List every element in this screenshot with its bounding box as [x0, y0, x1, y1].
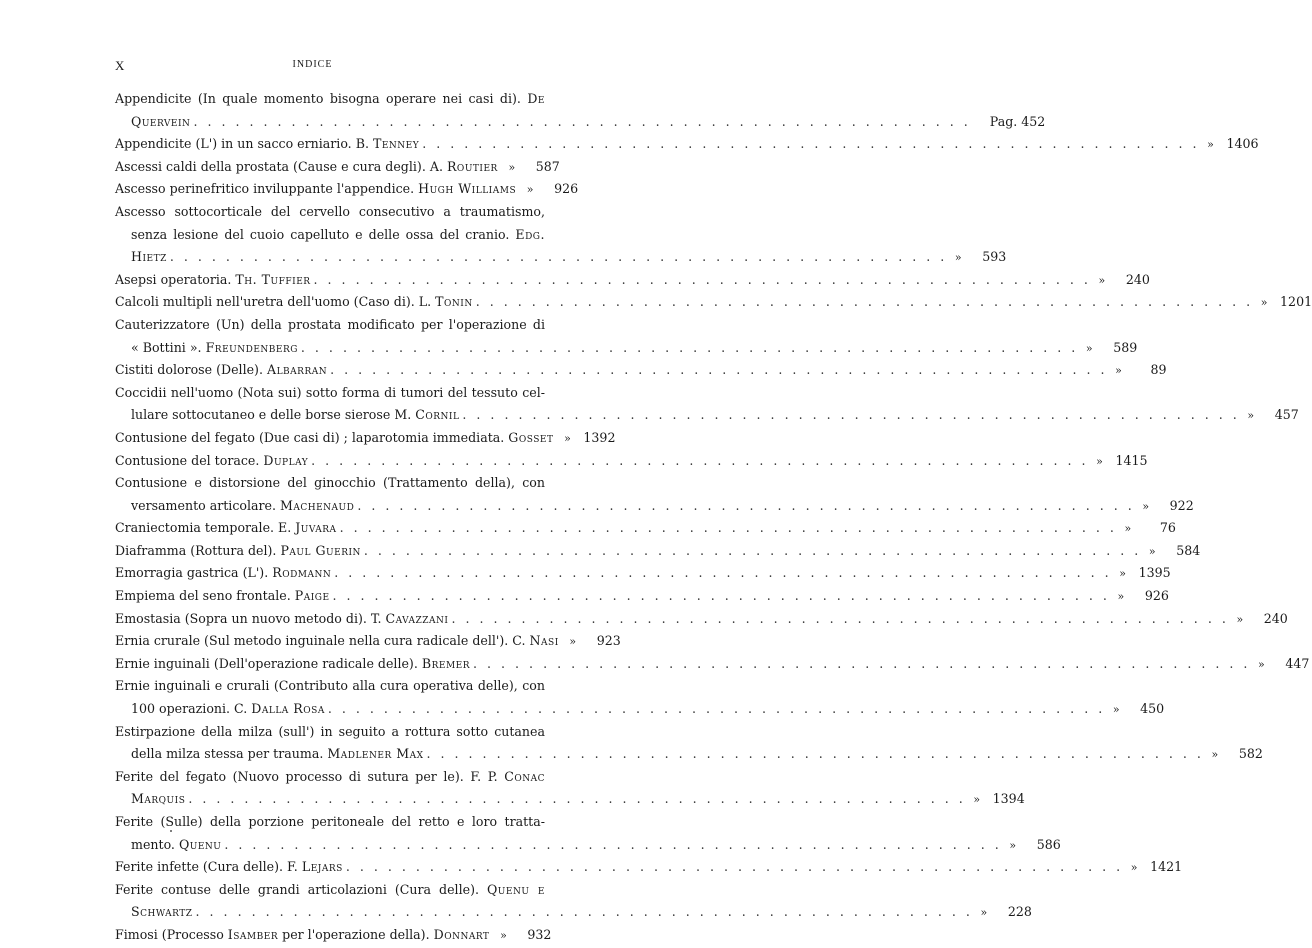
page-marker: »	[1247, 409, 1255, 423]
index-entry-line	[115, 766, 545, 789]
entry-text	[115, 201, 545, 224]
page-reference: 1406	[1226, 136, 1259, 152]
page-marker: »	[1142, 499, 1150, 513]
entry-author: Dalla Rosa	[251, 701, 325, 717]
index-entry-line	[115, 675, 545, 698]
dot-leader	[357, 495, 1134, 518]
page-marker: »	[980, 906, 988, 920]
index-entry-line	[115, 585, 1169, 608]
entry-title: Ascessi caldi della prostata (Cause e cura degli). A.	[115, 158, 447, 174]
entry-title: Ascesso perinefritico inviluppante l'appendice.	[115, 181, 419, 197]
index-entry-line	[115, 562, 1171, 585]
page-reference: 76	[1159, 520, 1176, 536]
dot-leader	[196, 901, 973, 924]
entry-author: Cornil	[415, 407, 460, 423]
entry-title: Emorragia gastrica (L').	[115, 565, 273, 581]
dot-leader	[476, 291, 1253, 314]
entry-title: senza lesione del cuoio capelluto e delle ossa del cranio.	[131, 226, 516, 242]
entry-text	[131, 224, 545, 247]
entry-title: Emostasia (Sopra un nuovo metodo di). T.	[115, 610, 386, 626]
page-reference: 1415	[1115, 452, 1148, 468]
entry-text	[115, 382, 545, 405]
entry-title: Ernie inguinali (Dell'operazione radicale delle).	[115, 655, 422, 671]
index-entry-line	[115, 291, 1312, 314]
index-entry-line	[115, 269, 1150, 292]
entry-author: Isamber	[227, 926, 279, 942]
page-reference: 932	[527, 926, 552, 942]
index-entry-line	[115, 111, 1046, 134]
entry-title: Contusione e distorsione del ginocchio (Trattamento della), con	[115, 475, 545, 491]
index-entry-line	[115, 178, 579, 201]
entry-text	[115, 721, 545, 744]
entry-text	[131, 788, 185, 811]
entry-title: Contusione del fegato (Due casi di) ; laparotomia immediata.	[115, 429, 509, 445]
dot-leader	[340, 517, 1117, 540]
entry-title: « Bottini ».	[131, 339, 206, 355]
index-entry-line	[115, 359, 1167, 382]
entry-text	[115, 314, 545, 337]
entry-text	[115, 653, 470, 676]
entry-author: Madlener Max	[327, 746, 424, 762]
index-entry-line	[115, 337, 1138, 360]
entry-title: Diaframma (Rottura del).	[115, 542, 281, 558]
page-reference: Pag. 452	[989, 113, 1046, 129]
index-entry-line	[115, 811, 545, 834]
dot-leader	[314, 269, 1091, 292]
dot-leader	[422, 133, 1199, 156]
page-reference: 447	[1285, 655, 1310, 671]
index-entry-line	[115, 517, 1176, 540]
page-marker: »	[500, 928, 507, 942]
page-reference: 240	[1125, 271, 1150, 287]
entry-title: mento.	[131, 836, 179, 852]
page-reference: 926	[1144, 588, 1169, 604]
entry-title: Ferite contuse delle grandi articolazioni (Cura delle).	[115, 881, 487, 897]
index-entry-line	[115, 427, 616, 450]
entry-author: Cavazzani	[385, 610, 449, 626]
page-reference: 457	[1274, 407, 1299, 423]
page-marker: »	[1207, 138, 1214, 152]
entry-title: Calcoli multipli nell'uretra dell'uomo (Caso di). L.	[115, 294, 436, 310]
entry-author: Machenaud	[279, 497, 355, 513]
page-marker: »	[1260, 296, 1268, 310]
dot-leader	[462, 404, 1239, 427]
entry-text	[115, 540, 361, 563]
page-reference: 587	[535, 158, 560, 174]
entry-title: Ferite infette (Cura delle). F.	[115, 859, 302, 875]
page-header	[0, 58, 625, 78]
page-number: X	[115, 58, 125, 73]
entry-title: versamento articolare.	[131, 497, 280, 513]
entry-text	[131, 246, 167, 269]
index-entry-line	[115, 133, 1259, 156]
dot-leader	[224, 834, 1001, 857]
entry-author: Nasi	[529, 633, 559, 649]
entry-author: Tenney	[372, 136, 420, 152]
entry-text	[115, 178, 516, 201]
page-marker: »	[1148, 544, 1156, 558]
index-entry-line	[115, 879, 545, 902]
page-reference: 89	[1150, 362, 1167, 378]
entry-author: Rodmann	[272, 565, 332, 581]
index-entry-line	[115, 856, 1183, 879]
entry-title: Fimosi (Processo	[115, 926, 228, 942]
entry-author: Freundenberg	[205, 339, 298, 355]
index-entry-line	[115, 901, 1032, 924]
entry-text	[115, 291, 473, 314]
dot-leader	[334, 562, 1111, 585]
entry-title: Craniectomia temporale. E.	[115, 520, 296, 536]
entry-title: Ferite (Sulle) della porzione peritoneale del retto e loro tratta-	[115, 814, 545, 829]
entry-text	[115, 133, 419, 156]
page-reference: 1395	[1138, 565, 1171, 581]
entry-title: Cistiti dolorose (Delle).	[115, 362, 267, 378]
entry-text	[115, 562, 331, 585]
entry-author: Duplay	[263, 452, 309, 468]
entry-title: Appendicite (In quale momento bisogna operare nei casi di).	[115, 91, 528, 106]
entry-author: Edg.	[515, 226, 545, 242]
page-reference: 240	[1263, 610, 1288, 626]
entry-author: Schwartz	[131, 904, 193, 920]
entry-title-cont: per l'operazione della).	[278, 926, 434, 942]
entry-title: Coccidii nell'uomo (Nota sui) sotto forma di tumori del tessuto cel-	[115, 384, 545, 400]
page-reference: 923	[596, 633, 621, 649]
page-marker: »	[1096, 454, 1103, 468]
page-reference: 228	[1007, 904, 1032, 920]
entry-text	[115, 359, 327, 382]
entry-text	[131, 698, 325, 721]
index-entry-line	[115, 472, 545, 495]
entry-author: Bremer	[421, 655, 471, 671]
page-marker: »	[1115, 364, 1122, 378]
page-reference: 1394	[992, 791, 1025, 807]
index-entry-line	[115, 924, 552, 947]
index-entry-line	[115, 156, 560, 179]
page-reference: 926	[554, 181, 579, 197]
page-marker: »	[1117, 590, 1125, 604]
page-marker: »	[1130, 861, 1138, 875]
page-marker: »	[526, 183, 534, 197]
page-reference: 586	[1036, 836, 1061, 852]
index-entry-line	[115, 788, 1025, 811]
entry-author: Tonin	[435, 294, 473, 310]
entry-title: Empiema del seno frontale.	[115, 588, 295, 604]
entry-text	[115, 472, 545, 495]
entry-author: Donnart	[433, 926, 490, 942]
index-entry-line	[115, 743, 1263, 766]
dot-leader	[188, 788, 965, 811]
dot-leader	[330, 359, 1107, 382]
dot-leader	[427, 743, 1204, 766]
entry-text	[115, 766, 545, 789]
entry-text	[131, 337, 298, 360]
entry-text	[131, 834, 221, 857]
page-marker: »	[1085, 341, 1093, 355]
page-reference: 584	[1176, 542, 1201, 558]
dot-leader	[346, 856, 1123, 879]
page-marker: »	[1112, 703, 1120, 717]
page-marker: »	[1258, 657, 1265, 671]
entry-text	[115, 156, 498, 179]
entry-title: Ernia crurale (Sul metodo inguinale nella cura radicale dell'). C.	[115, 633, 530, 649]
entry-author: Paul Guerin	[280, 542, 361, 558]
page-reference: 589	[1113, 339, 1138, 355]
running-title: INDICE	[292, 59, 333, 70]
dot-leader	[473, 653, 1250, 676]
index-entry-line	[115, 201, 545, 224]
entry-author: Juvara	[295, 520, 337, 536]
dot-leader	[311, 450, 1088, 473]
dot-leader	[193, 111, 970, 134]
entry-author: Quenu	[178, 836, 222, 852]
page-marker: »	[564, 431, 571, 445]
index-entry-line	[115, 834, 1061, 857]
page-marker: »	[1236, 612, 1244, 626]
entry-text	[115, 811, 545, 834]
entry-text	[115, 88, 545, 111]
entry-author: Quenu e	[486, 881, 545, 897]
entry-text	[115, 427, 553, 450]
dot-leader	[451, 608, 1228, 631]
entry-title: lulare sottocutaneo e delle borse sierose M.	[131, 407, 416, 423]
page-marker: »	[1098, 273, 1106, 287]
index-entry-line	[115, 608, 1288, 631]
entry-text	[131, 404, 459, 427]
entry-author: Conac	[504, 768, 545, 784]
index-entry-line	[115, 246, 1007, 269]
entry-text	[115, 856, 343, 879]
entry-title: Ascesso sottocorticale del cervello consecutivo a traumatismo,	[115, 203, 545, 219]
page-marker: »	[1119, 567, 1126, 581]
entry-author: Marquis	[131, 791, 186, 807]
entry-text	[115, 608, 448, 631]
index-entry-line	[115, 382, 545, 405]
entry-text	[115, 924, 489, 947]
entry-author: De	[527, 91, 545, 106]
dot-leader	[364, 540, 1141, 563]
index-entry-line	[115, 495, 1194, 518]
index-entry-line	[115, 404, 1299, 427]
entry-author: Paige	[294, 588, 330, 604]
entry-text	[115, 879, 545, 902]
entry-text	[115, 450, 308, 473]
index-entry-line	[115, 224, 545, 247]
entry-author: Hugh Williams	[418, 181, 517, 197]
page-reference: 1421	[1150, 859, 1183, 875]
index-entry-line	[115, 540, 1201, 563]
index-entry-line	[115, 88, 545, 111]
entry-text	[131, 111, 190, 134]
index-entry-line	[115, 450, 1148, 473]
page-marker: »	[954, 251, 962, 265]
index-entry-line	[115, 630, 621, 653]
dot-leader	[301, 337, 1078, 360]
dot-leader	[333, 585, 1110, 608]
dot-leader	[170, 246, 947, 269]
entry-author: Gosset	[508, 429, 554, 445]
entry-text	[115, 517, 337, 540]
entry-title: Ernie inguinali e crurali (Contributo alla cura operativa delle), con	[115, 678, 545, 694]
index-entries	[115, 88, 1312, 947]
entry-author: Albarran	[266, 362, 328, 378]
entry-text	[131, 901, 193, 924]
entry-title: 100 operazioni. C.	[131, 701, 252, 717]
page-reference: 922	[1169, 497, 1194, 513]
entry-title: Estirpazione della milza (sull') in seguito a rottura sotto cutanea	[115, 723, 545, 739]
entry-title: Ferite del fegato (Nuovo processo di sutura per le). F. P.	[115, 768, 505, 784]
page-reference: 1201	[1280, 294, 1312, 310]
page-marker: »	[508, 160, 516, 174]
entry-title: della milza stessa per trauma.	[131, 746, 328, 762]
entry-text	[131, 495, 354, 518]
entry-title: Cauterizzatore (Un) della prostata modificato per l'operazione di	[115, 316, 545, 332]
entry-author: Th. Tuffier	[235, 271, 311, 287]
page-reference: 593	[982, 249, 1007, 265]
entry-author: Quervein	[131, 113, 191, 129]
entry-author: Hietz	[131, 249, 167, 265]
entry-title: Contusione del torace.	[115, 452, 264, 468]
entry-author: Routier	[446, 158, 498, 174]
page-marker: »	[1009, 838, 1017, 852]
page-marker: »	[569, 635, 577, 649]
dot-leader	[328, 698, 1105, 721]
entry-author: Lejars	[301, 859, 343, 875]
entry-title: Asepsi operatoria.	[115, 271, 236, 287]
page-marker: »	[1211, 748, 1219, 762]
page-marker: »	[973, 793, 981, 807]
page-reference: 1392	[583, 429, 616, 445]
entry-text	[115, 269, 311, 292]
index-entry-line	[115, 314, 545, 337]
entry-title: Appendicite (L') in un sacco erniario. B.	[115, 136, 373, 152]
index-entry-line	[115, 698, 1165, 721]
entry-text	[131, 743, 424, 766]
entry-text	[115, 630, 559, 653]
entry-text	[115, 585, 330, 608]
page-marker: »	[1124, 522, 1132, 536]
page-reference: 450	[1140, 701, 1165, 717]
entry-text	[115, 675, 545, 698]
index-entry-line	[115, 721, 545, 744]
index-entry-line	[115, 653, 1310, 676]
page-reference: 582	[1238, 746, 1263, 762]
scan-speck	[170, 830, 172, 832]
